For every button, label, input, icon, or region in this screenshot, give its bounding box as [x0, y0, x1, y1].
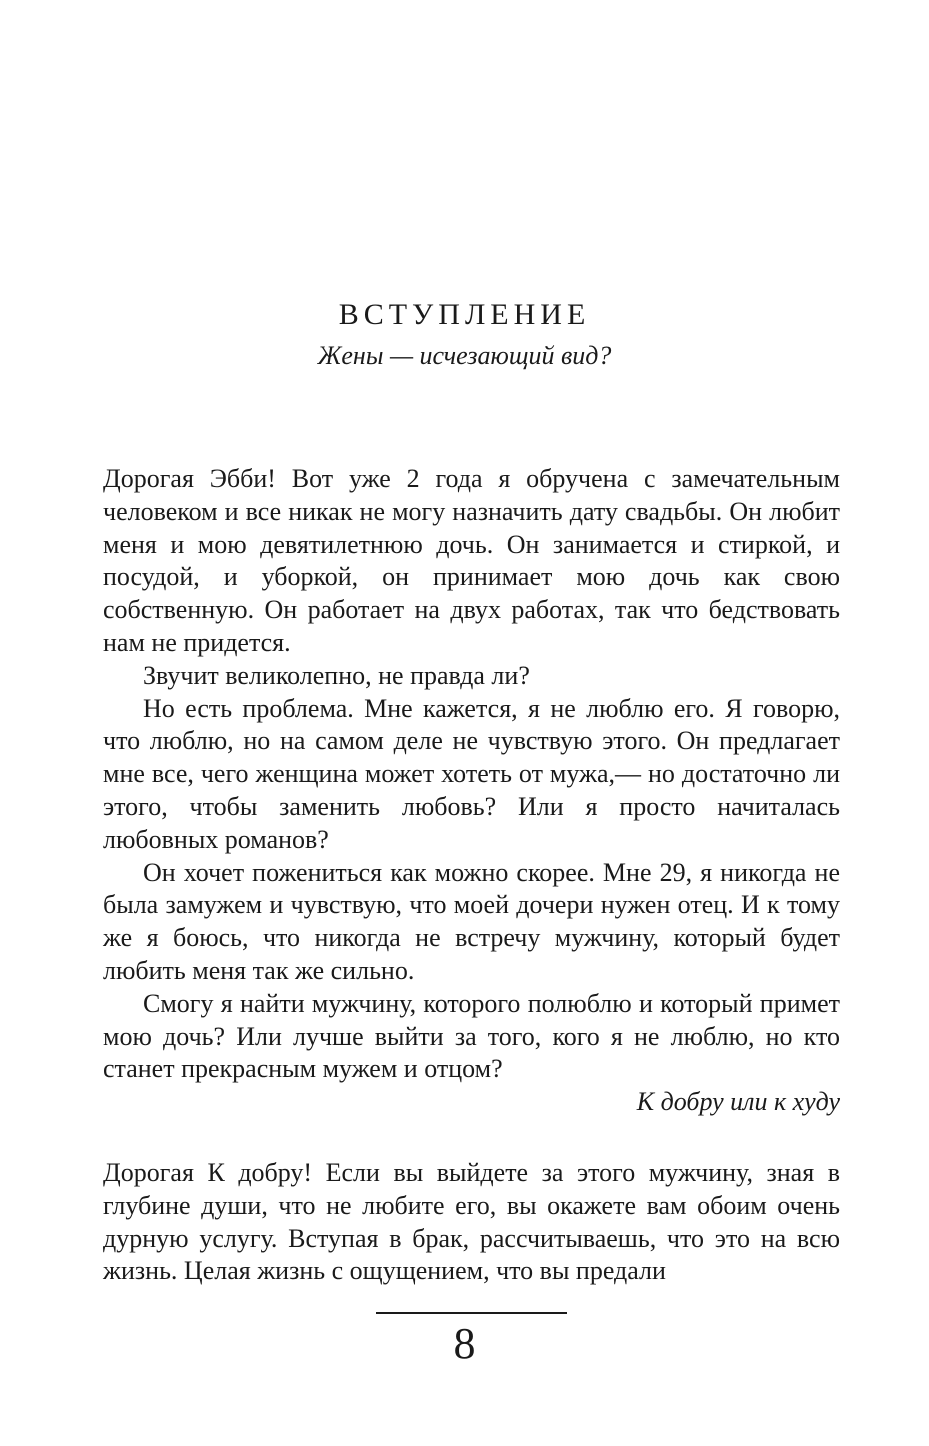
letter-signature: К добру или к худу	[636, 1087, 840, 1117]
reader-letter	[103, 463, 840, 1119]
letter-paragraph: Смогу я найти мужчину, которого полюблю и который примет мою дочь? Или лучше выйти за того, кого я не люблю, но кто станет прекрасным мужем и отцом?	[103, 988, 840, 1084]
letter-paragraph: Дорогая Эбби! Вот уже 2 года я обручена с замечательным человеком и все никак не могу назначить дату свадьбы. Он любит меня и мою девятилетнюю дочь. Он занимается и стиркой, и посудой, и уборкой, он принимает мою дочь как свою собственную. Он работает на двух работах, так что бедствовать нам не придется.	[103, 464, 840, 657]
letter-paragraph: Но есть проблема. Мне кажется, я не люблю его. Я говорю, что люблю, но на самом деле не чувствую этого. Он предлагает мне все, чего женщина может хотеть от мужа,— но достаточно ли этого, чтобы заменить любовь? Или я просто начиталась любовных романов?	[103, 693, 840, 854]
page-number: 8	[453, 1319, 476, 1368]
chapter-subtitle: Жены — исчезающий вид?	[317, 341, 612, 370]
footer-rule	[376, 1312, 567, 1314]
reply-paragraph: Дорогая К добру! Если вы выйдете за этого мужчину, зная в глубине души, что не любите его, вы окажете вам обоим очень дурную услугу. Вступая в брак, рассчитываешь, что это на всю жизнь. Целая жизнь с ощущением, что вы предали	[103, 1158, 840, 1286]
advice-reply	[103, 1157, 840, 1288]
letter-paragraph: Он хочет пожениться как можно скорее. Мне 29, я никогда не была замужем и чувствую, что моей дочери нужен отец. И к тому же я боюсь, что никогда не встречу мужчину, который будет любить меня так же сильно.	[103, 857, 840, 985]
letter-paragraph: Звучит великолепно, не правда ли?	[143, 660, 530, 690]
chapter-title: ВСТУПЛЕНИЕ	[338, 298, 591, 331]
